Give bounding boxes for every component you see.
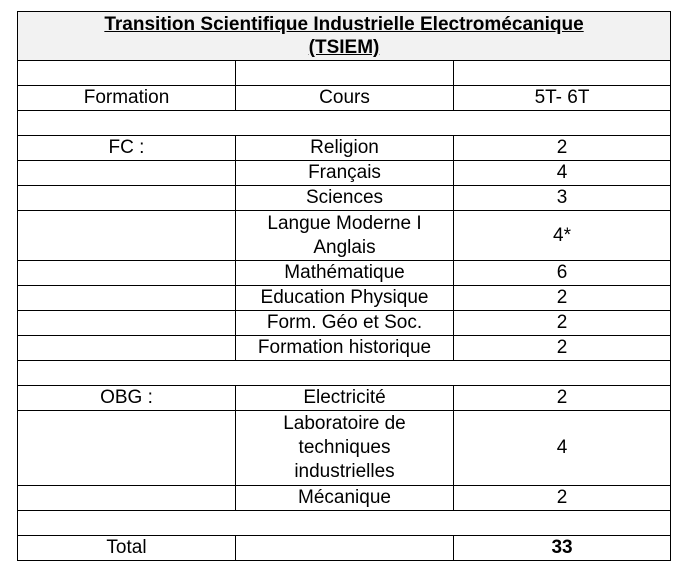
- table-row: [18, 486, 671, 511]
- fc-label: FC :: [18, 136, 236, 161]
- course-hours: 6: [454, 261, 671, 286]
- table-row: [18, 386, 671, 411]
- header-formation: Formation: [18, 86, 236, 111]
- blank-row: [18, 361, 671, 386]
- course-name: Mathématique: [236, 261, 454, 286]
- table-row: [18, 336, 671, 361]
- course-hours: 3: [454, 186, 671, 211]
- course-name: Religion: [236, 136, 454, 161]
- table-row: [18, 411, 671, 486]
- course-name: Mécanique: [236, 486, 454, 511]
- course-hours: 4*: [454, 211, 671, 261]
- table-row: [18, 211, 671, 261]
- header-cours: Cours: [236, 86, 454, 111]
- total-row: [18, 536, 671, 561]
- course-hours: 4: [454, 161, 671, 186]
- course-hours: 4: [454, 411, 671, 486]
- header-row: [18, 86, 671, 111]
- blank-row: [18, 511, 671, 536]
- table-row: [18, 186, 671, 211]
- course-hours: 2: [454, 286, 671, 311]
- total-value: 33: [454, 536, 671, 561]
- course-name: Form. Géo et Soc.: [236, 311, 454, 336]
- table-title: [18, 12, 671, 61]
- course-table-sheet: [17, 11, 671, 561]
- blank-row: [18, 61, 671, 86]
- title-line-2: (TSIEM): [308, 37, 380, 58]
- course-name: Sciences: [236, 186, 454, 211]
- course-hours: 2: [454, 486, 671, 511]
- course-hours: 2: [454, 386, 671, 411]
- blank-row: [18, 111, 671, 136]
- course-hours: 2: [454, 311, 671, 336]
- table-row: [18, 161, 671, 186]
- course-name: Langue Moderne I Anglais: [236, 211, 454, 261]
- table-row: [18, 136, 671, 161]
- course-name: Laboratoire de techniques industrielles: [236, 411, 454, 486]
- course-name: Français: [236, 161, 454, 186]
- header-grade: 5T- 6T: [454, 86, 671, 111]
- course-name: Electricité: [236, 386, 454, 411]
- course-hours: 2: [454, 336, 671, 361]
- table-row: [18, 311, 671, 336]
- obg-label: OBG :: [18, 386, 236, 411]
- course-hours: 2: [454, 136, 671, 161]
- course-name: Education Physique: [236, 286, 454, 311]
- table-row: [18, 261, 671, 286]
- total-label: Total: [18, 536, 236, 561]
- title-line-1: Transition Scientifique Industrielle Electromécanique: [104, 14, 584, 35]
- table-row: [18, 286, 671, 311]
- title-row: [18, 12, 671, 61]
- course-table: [17, 11, 671, 561]
- course-name: Formation historique: [236, 336, 454, 361]
